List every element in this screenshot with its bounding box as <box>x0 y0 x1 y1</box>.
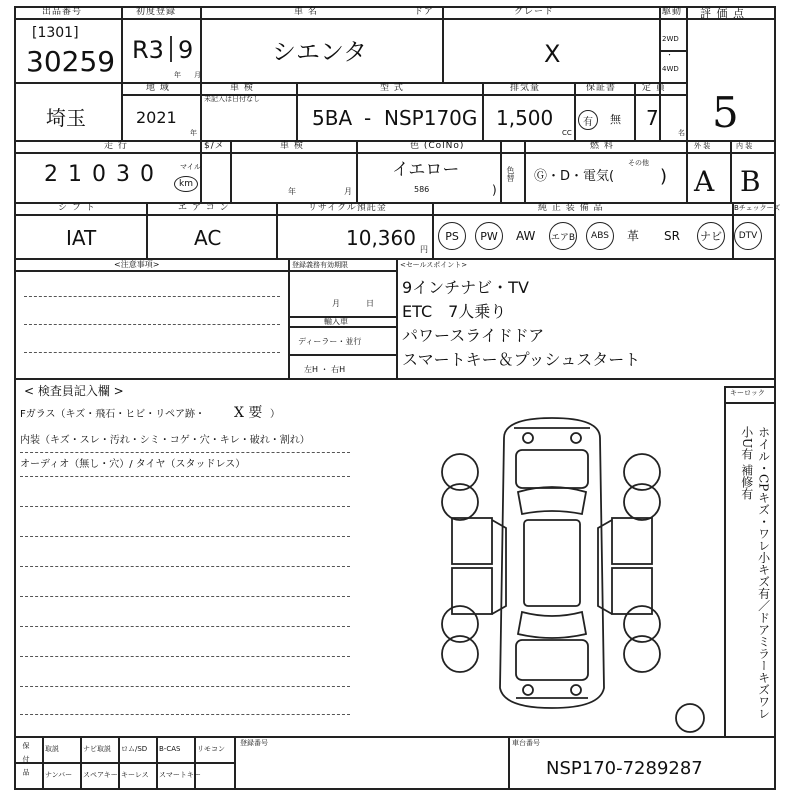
sales-point: パワースライドドア <box>402 326 545 345</box>
footer-col3 <box>156 736 158 790</box>
car-name-label: 車 名 <box>294 7 318 17</box>
equipment-item: SR <box>664 229 680 243</box>
col-insp <box>230 140 232 202</box>
reg-era: R3 <box>132 36 164 64</box>
inspection-label: 車 検 <box>280 141 304 151</box>
expiry-label: 車 検 <box>230 83 254 93</box>
grade: X <box>544 40 561 68</box>
lot-number: 30259 <box>26 45 116 78</box>
row1-header-line <box>14 18 776 20</box>
note-dash-3 <box>24 352 280 353</box>
expiry-note: 未記入は日付なし <box>204 95 260 103</box>
grade-label: グレード <box>514 7 555 17</box>
footer-mid <box>14 762 234 764</box>
border-right <box>774 6 776 790</box>
insp-dash-6 <box>20 656 350 657</box>
car-diagram <box>434 408 684 738</box>
import-split <box>288 354 396 356</box>
import-header <box>288 326 396 328</box>
meter-label: $/メ <box>204 141 225 151</box>
equipment-item-circled: PW <box>475 222 503 250</box>
glass-mark: X 要 <box>234 405 263 421</box>
expiry-day-unit: 日 <box>366 299 374 308</box>
audio-line: オーディオ（無し・穴）/ タイヤ（スタッドレス） <box>20 459 246 470</box>
insp-month-unit: 月 <box>344 187 352 196</box>
col-expiry <box>296 82 298 140</box>
equipment-item-circled: DTV <box>734 222 762 250</box>
region: 埼玉 <box>46 106 86 130</box>
sales-points-label: <セールスポイント> <box>400 261 468 269</box>
yen-unit: 円 <box>420 245 428 254</box>
reg-number-label: 登録番号 <box>240 739 268 747</box>
import-label: 輸入車 <box>324 317 348 326</box>
capacity: 7 <box>646 106 659 130</box>
drive-label: 駆動 <box>662 7 683 17</box>
footer-grid-label: B-CAS <box>159 745 181 753</box>
fuel-label: 燃 料 <box>590 141 614 151</box>
color-label: 色 (ColNo) <box>410 141 465 151</box>
insp-dash-a <box>20 452 350 453</box>
col-shift <box>146 202 148 258</box>
sales-point: 9インチナビ・TV <box>402 278 529 297</box>
door-label: ドア <box>414 7 434 17</box>
model-prefix: 5BA <box>312 106 353 130</box>
door-rear-left <box>452 568 492 614</box>
chassis-number: NSP170-7289287 <box>546 758 703 779</box>
warranty-yes: 有 <box>583 116 593 128</box>
shift-label: シ フ ト <box>58 203 96 213</box>
equipment-label: 純 正 装 備 品 <box>538 203 604 213</box>
fuel-options: Ⓖ・D・電気( <box>534 169 615 184</box>
unit-mile: マイル <box>180 163 201 171</box>
footer-grid-label: 取説 <box>45 745 59 753</box>
row3-top <box>14 140 776 142</box>
col-recycle <box>432 202 434 258</box>
notes-header <box>14 270 396 272</box>
warranty-label: 保証書 <box>586 83 617 93</box>
interior-line: 内装（キズ・スレ・汚れ・シミ・コゲ・穴・キレ・破れ・割れ） <box>20 435 310 446</box>
ktv-label: Bチェックーズ <box>734 204 781 212</box>
right-pillar <box>598 520 612 614</box>
keylock-top <box>724 386 776 388</box>
model-label: 型 式 <box>380 83 404 93</box>
footer-col5 <box>234 736 236 790</box>
year-unit-2: 年 <box>190 129 197 137</box>
equipment-item: AW <box>516 229 536 243</box>
exterior-label: 外 装 <box>694 142 711 150</box>
capacity-unit: 名 <box>678 129 685 137</box>
footer-col1 <box>80 736 82 790</box>
exterior: A <box>694 165 715 198</box>
border-bottom <box>14 788 776 790</box>
col-grade <box>659 6 661 140</box>
footer-grid-label: スペアキー <box>83 771 118 779</box>
region-label: 地 域 <box>146 83 170 93</box>
insp-dash-8 <box>20 714 350 715</box>
note-dash-1 <box>24 296 280 297</box>
glass-close: ） <box>270 409 280 420</box>
col-carname <box>442 6 444 82</box>
inspection-title: < 検査員記入欄 > <box>24 384 124 398</box>
insp-year-unit: 年 <box>288 187 296 196</box>
note-dash-2 <box>24 324 280 325</box>
col-drive <box>686 6 688 140</box>
key-lock-label: キーロック <box>730 389 765 397</box>
footer-side-label: 保 付 品 <box>22 742 30 778</box>
handwritten-note: ホイル・CPキズ・ワレ小キズ有／ドアミラーキズワレ小U有 補修有 <box>739 426 771 720</box>
unit-km: km <box>179 179 193 189</box>
equipment-item-circled: ABS <box>586 222 614 250</box>
left-right: 左H ・ 右H <box>304 365 346 374</box>
auction-sheet <box>14 6 781 790</box>
color-close: ) <box>492 183 497 197</box>
col-lot <box>121 6 123 140</box>
shift: IAT <box>66 226 97 250</box>
model-dash: - <box>364 106 372 130</box>
warranty-no: 無 <box>610 113 621 126</box>
row4-top <box>14 202 776 204</box>
col-disp <box>574 82 576 140</box>
col-model <box>482 82 484 140</box>
displacement: 1,500 <box>496 106 554 130</box>
footer-col0 <box>42 736 44 790</box>
col-year <box>200 82 202 140</box>
caution-label: <注意事項> <box>114 260 160 269</box>
col-meter <box>200 140 202 202</box>
col-fuel <box>524 140 526 202</box>
drive-4wd: 4WD <box>662 65 679 73</box>
footer-grid-label: ナンバー <box>45 771 73 779</box>
recycle-label: リサイクル預託金 <box>308 203 387 213</box>
equipment-item-circled: PS <box>438 222 466 250</box>
year: 2021 <box>136 108 177 127</box>
glass-line: Fガラス（キズ・飛石・ヒビ・リペア跡・ <box>20 409 206 420</box>
headlight-right <box>571 433 581 443</box>
spare-tire <box>676 704 704 732</box>
expiry-month-unit: 月 <box>332 299 340 308</box>
equipment-item-circled: ナビ <box>697 222 725 250</box>
insp-dash-3 <box>20 566 350 567</box>
keylock-header <box>724 402 776 404</box>
col-keylock <box>724 386 726 736</box>
col-regexpiry <box>288 258 290 378</box>
row4-header <box>14 214 776 216</box>
windshield <box>518 487 586 514</box>
col-warranty <box>634 82 636 140</box>
drive-dot: ・ <box>666 51 673 59</box>
lot-label: 出品番号 <box>42 7 83 17</box>
col-colorchange <box>500 140 502 202</box>
interior: B <box>740 165 761 198</box>
first-reg-label: 初度登録 <box>136 7 177 17</box>
col-ac <box>276 202 278 258</box>
footer-grid-label: リモコン <box>197 745 225 753</box>
unit-km-circle <box>174 176 198 192</box>
insp-dash-4 <box>20 596 350 597</box>
mileage-digit: 2 <box>44 162 58 187</box>
hood <box>516 450 588 488</box>
warranty-yes-circle <box>578 110 598 130</box>
door-front-right <box>612 518 652 564</box>
inspection-top <box>14 378 776 380</box>
rating-label: 評 価 点 <box>700 7 745 20</box>
color-change-label: 色替 <box>506 166 515 182</box>
insp-dash-7 <box>20 686 350 687</box>
reg-month: 9 <box>178 36 194 64</box>
headlight-left <box>523 433 533 443</box>
color-code: 586 <box>414 185 430 194</box>
rear-window <box>518 612 586 638</box>
footer-grid-label: ロム/SD <box>121 745 148 753</box>
insp-dash-5 <box>20 626 350 627</box>
col-color <box>356 140 358 202</box>
footer-col6 <box>508 736 510 790</box>
capacity-label: 定 員 <box>642 83 666 93</box>
ac: AC <box>194 226 222 250</box>
mileage-digit: 0 <box>140 162 154 187</box>
fuel-close: ) <box>660 166 668 187</box>
displacement-label: 排気量 <box>510 83 541 93</box>
chassis-label: 車台番号 <box>512 739 540 747</box>
dealer-parallel: ディーラー・並行 <box>298 337 362 346</box>
sales-point: ETC 7人乗り <box>402 302 507 321</box>
cc-unit: CC <box>562 129 572 137</box>
roof <box>524 520 580 606</box>
equipment-item: 革 <box>627 229 640 243</box>
car-name: シエンタ <box>272 38 368 66</box>
border-left <box>14 6 16 790</box>
insp-dash-b <box>20 476 350 477</box>
model-code: NSP170G <box>384 106 478 130</box>
recycle-fee: 10,360 <box>346 226 416 250</box>
mileage-label: 走 行 <box>104 141 128 151</box>
sales-point: スマートキー＆プッシュスタート <box>402 350 641 369</box>
trunk <box>516 640 588 680</box>
left-pillar <box>492 520 506 614</box>
mileage-digit: 3 <box>116 162 130 187</box>
color: イエロー <box>392 160 460 180</box>
insp-dash-2 <box>20 536 350 537</box>
mileage-digit: 1 <box>68 162 82 187</box>
ac-label: エ ア コ ン <box>178 203 230 213</box>
year-unit: 年 <box>174 71 181 79</box>
fuel-other: その他 <box>628 159 649 167</box>
taillight-right <box>571 685 581 695</box>
drive-2wd: 2WD <box>662 35 679 43</box>
lot-code: [1301] <box>32 25 79 41</box>
bumpers <box>514 428 590 698</box>
row3-header <box>14 152 776 154</box>
mileage-digit: 0 <box>92 162 106 187</box>
reg-expiry-label: 登録義務有効期限 <box>292 261 348 269</box>
col-int <box>730 140 732 202</box>
footer-col2 <box>118 736 120 790</box>
rating: 5 <box>712 88 739 137</box>
equipment-item-circled: エアB <box>549 222 577 250</box>
col-ext <box>686 140 688 202</box>
footer-col4 <box>194 736 196 790</box>
era-divider <box>170 36 172 62</box>
footer-grid-label: ナビ取説 <box>83 745 111 753</box>
interior-label: 内 装 <box>736 142 753 150</box>
footer-grid-label: スマートキー <box>159 771 201 779</box>
month-unit: 月 <box>194 71 201 79</box>
door-front-left <box>452 518 492 564</box>
col-sales <box>396 258 398 378</box>
footer-grid-label: キーレス <box>121 771 149 779</box>
taillight-left <box>523 685 533 695</box>
insp-dash-1 <box>20 506 350 507</box>
